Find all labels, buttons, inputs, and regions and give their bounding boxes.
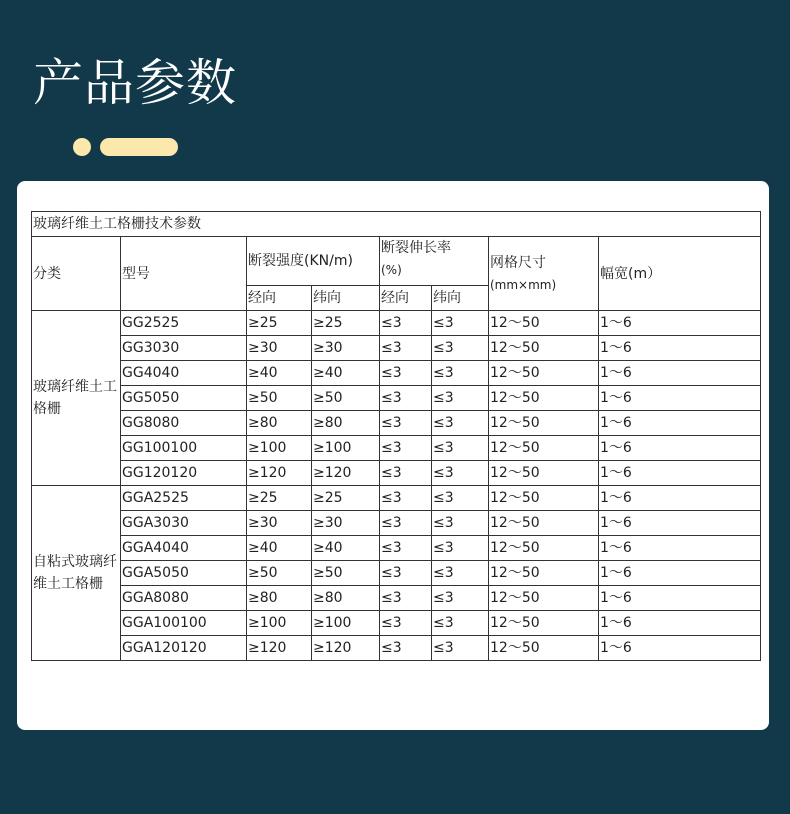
model-cell: GG4040 [121, 361, 247, 386]
strength-warp-cell: ≥120 [247, 461, 312, 486]
elongation-weft-cell: ≤3 [432, 611, 489, 636]
table-row [32, 511, 761, 536]
width-cell: 1～6 [599, 361, 761, 386]
table-row [32, 586, 761, 611]
elongation-weft-cell: ≤3 [432, 311, 489, 336]
elongation-warp-cell: ≤3 [380, 611, 432, 636]
mesh-size-cell: 12～50 [489, 586, 599, 611]
model-cell: GGA4040 [121, 536, 247, 561]
model-cell: GGA2525 [121, 486, 247, 511]
mesh-size-cell: 12～50 [489, 411, 599, 436]
width-cell: 1～6 [599, 586, 761, 611]
header-elongation-weft: 纬向 [432, 286, 489, 311]
elongation-weft-cell: ≤3 [432, 561, 489, 586]
elongation-warp-cell: ≤3 [380, 336, 432, 361]
header-elongation-warp: 经向 [380, 286, 432, 311]
strength-weft-cell: ≥100 [312, 436, 380, 461]
table-row [32, 386, 761, 411]
table-row [32, 536, 761, 561]
table-caption: 玻璃纤维土工格栅技术参数 [32, 212, 761, 237]
width-cell: 1～6 [599, 486, 761, 511]
header-mesh [489, 237, 599, 311]
mesh-size-cell: 12～50 [489, 461, 599, 486]
strength-weft-cell: ≥40 [312, 536, 380, 561]
table-row [32, 486, 761, 511]
strength-weft-cell: ≥50 [312, 386, 380, 411]
width-cell: 1～6 [599, 411, 761, 436]
model-cell: GGA3030 [121, 511, 247, 536]
mesh-size-cell: 12～50 [489, 561, 599, 586]
elongation-weft-cell: ≤3 [432, 461, 489, 486]
width-cell: 1～6 [599, 611, 761, 636]
model-cell: GG2525 [121, 311, 247, 336]
strength-warp-cell: ≥25 [247, 311, 312, 336]
strength-weft-cell: ≥40 [312, 361, 380, 386]
elongation-weft-cell: ≤3 [432, 436, 489, 461]
mesh-size-cell: 12～50 [489, 536, 599, 561]
header-width: 幅宽(m） [599, 237, 761, 311]
strength-weft-cell: ≥30 [312, 511, 380, 536]
width-cell: 1～6 [599, 561, 761, 586]
elongation-warp-cell: ≤3 [380, 636, 432, 661]
mesh-size-cell: 12～50 [489, 336, 599, 361]
spec-table [31, 211, 761, 661]
model-cell: GG120120 [121, 461, 247, 486]
table-row [32, 336, 761, 361]
mesh-size-cell: 12～50 [489, 511, 599, 536]
mesh-size-cell: 12～50 [489, 386, 599, 411]
table-row [32, 436, 761, 461]
width-cell: 1～6 [599, 436, 761, 461]
elongation-weft-cell: ≤3 [432, 336, 489, 361]
strength-warp-cell: ≥40 [247, 361, 312, 386]
decor-pill [100, 138, 178, 156]
elongation-warp-cell: ≤3 [380, 436, 432, 461]
model-cell: GG100100 [121, 436, 247, 461]
table-row [32, 611, 761, 636]
strength-warp-cell: ≥50 [247, 561, 312, 586]
elongation-warp-cell: ≤3 [380, 461, 432, 486]
decor-dot [73, 138, 91, 156]
strength-weft-cell: ≥80 [312, 411, 380, 436]
header-strength-warp: 经向 [247, 286, 312, 311]
width-cell: 1～6 [599, 461, 761, 486]
elongation-weft-cell: ≤3 [432, 486, 489, 511]
model-cell: GG8080 [121, 411, 247, 436]
header-strength-weft: 纬向 [312, 286, 380, 311]
strength-weft-cell: ≥30 [312, 336, 380, 361]
table-row [32, 636, 761, 661]
model-cell: GGA100100 [121, 611, 247, 636]
elongation-warp-cell: ≤3 [380, 486, 432, 511]
strength-weft-cell: ≥80 [312, 586, 380, 611]
header-elongation-unit: (%) [381, 263, 402, 277]
elongation-warp-cell: ≤3 [380, 586, 432, 611]
mesh-size-cell: 12～50 [489, 486, 599, 511]
strength-weft-cell: ≥120 [312, 636, 380, 661]
elongation-weft-cell: ≤3 [432, 636, 489, 661]
elongation-weft-cell: ≤3 [432, 411, 489, 436]
elongation-weft-cell: ≤3 [432, 386, 489, 411]
elongation-weft-cell: ≤3 [432, 536, 489, 561]
strength-warp-cell: ≥100 [247, 436, 312, 461]
elongation-warp-cell: ≤3 [380, 511, 432, 536]
mesh-size-cell: 12～50 [489, 311, 599, 336]
spec-card [17, 181, 769, 730]
header-model: 型号 [121, 237, 247, 311]
page-title: 产品参数 [33, 54, 237, 112]
strength-warp-cell: ≥30 [247, 336, 312, 361]
mesh-size-cell: 12～50 [489, 436, 599, 461]
elongation-warp-cell: ≤3 [380, 361, 432, 386]
strength-warp-cell: ≥40 [247, 536, 312, 561]
elongation-warp-cell: ≤3 [380, 411, 432, 436]
strength-warp-cell: ≥25 [247, 486, 312, 511]
model-cell: GGA8080 [121, 586, 247, 611]
strength-weft-cell: ≥25 [312, 311, 380, 336]
mesh-size-cell: 12～50 [489, 361, 599, 386]
strength-warp-cell: ≥30 [247, 511, 312, 536]
elongation-warp-cell: ≤3 [380, 311, 432, 336]
strength-warp-cell: ≥80 [247, 586, 312, 611]
width-cell: 1～6 [599, 511, 761, 536]
elongation-warp-cell: ≤3 [380, 561, 432, 586]
table-row [32, 311, 761, 336]
strength-warp-cell: ≥100 [247, 611, 312, 636]
width-cell: 1～6 [599, 636, 761, 661]
header-elongation-label: 断裂伸长率 [381, 240, 451, 256]
header-strength: 断裂强度(KN/m) [247, 237, 380, 286]
strength-weft-cell: ≥50 [312, 561, 380, 586]
model-cell: GGA5050 [121, 561, 247, 586]
elongation-weft-cell: ≤3 [432, 511, 489, 536]
table-row [32, 361, 761, 386]
table-row [32, 411, 761, 436]
width-cell: 1～6 [599, 311, 761, 336]
header-elongation [380, 237, 489, 286]
header-mesh-unit: (mm×mm) [490, 277, 557, 292]
strength-weft-cell: ≥120 [312, 461, 380, 486]
header-mesh-label: 网格尺寸 [490, 254, 546, 271]
strength-weft-cell: ≥100 [312, 611, 380, 636]
table-row [32, 561, 761, 586]
width-cell: 1～6 [599, 336, 761, 361]
table-row [32, 461, 761, 486]
elongation-weft-cell: ≤3 [432, 586, 489, 611]
category-cell: 玻璃纤维土工格栅 [32, 311, 121, 486]
category-cell: 自粘式玻璃纤维土工格栅 [32, 486, 121, 661]
mesh-size-cell: 12～50 [489, 611, 599, 636]
model-cell: GGA120120 [121, 636, 247, 661]
elongation-weft-cell: ≤3 [432, 361, 489, 386]
width-cell: 1～6 [599, 536, 761, 561]
mesh-size-cell: 12～50 [489, 636, 599, 661]
elongation-warp-cell: ≤3 [380, 536, 432, 561]
strength-weft-cell: ≥25 [312, 486, 380, 511]
strength-warp-cell: ≥50 [247, 386, 312, 411]
elongation-warp-cell: ≤3 [380, 386, 432, 411]
strength-warp-cell: ≥120 [247, 636, 312, 661]
strength-warp-cell: ≥80 [247, 411, 312, 436]
width-cell: 1～6 [599, 386, 761, 411]
model-cell: GG3030 [121, 336, 247, 361]
header-category: 分类 [32, 237, 121, 311]
model-cell: GG5050 [121, 386, 247, 411]
